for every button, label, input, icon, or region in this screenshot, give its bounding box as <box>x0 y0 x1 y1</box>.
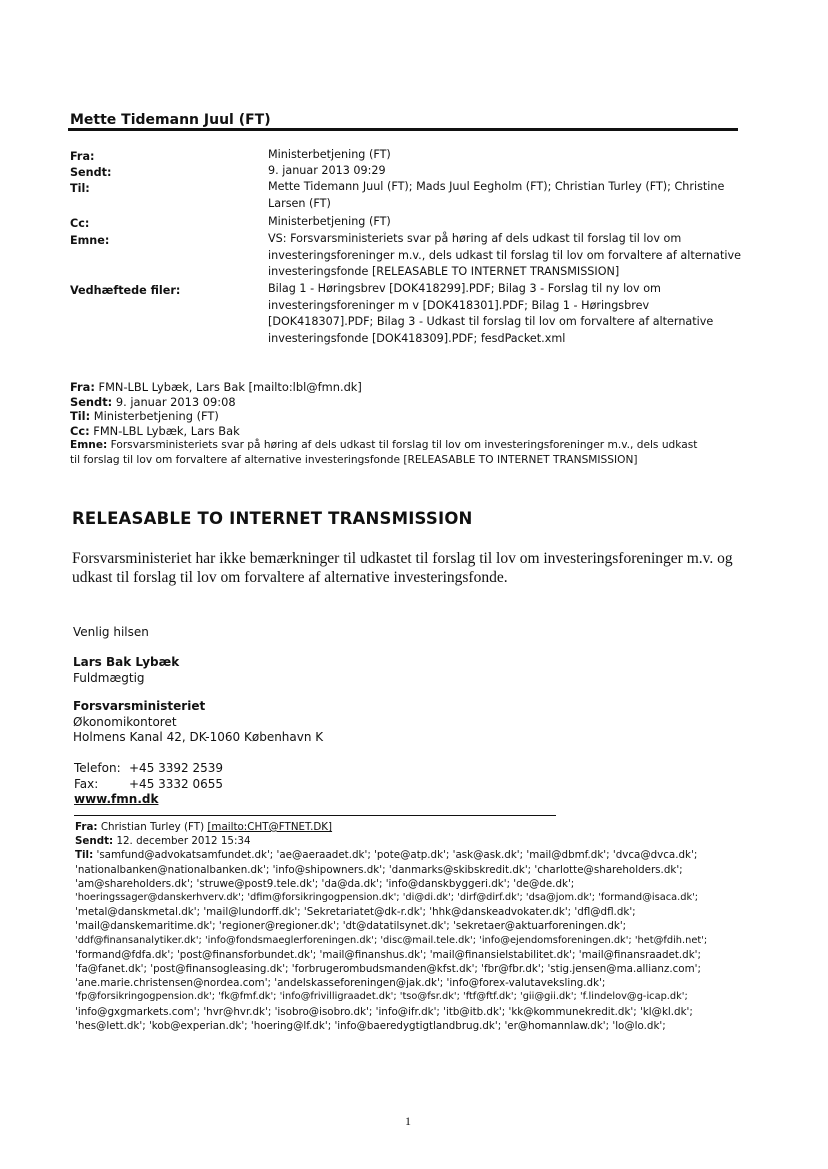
fwd-subject: Emne: Forsvarsministeriets svar på høring af dels udkast til forslag til lov om investeringsforeninger m.v., dels udkast <box>70 439 698 452</box>
inner-from: Fra: Christian Turley (FT) [mailto:CHT@FTNET.DK] <box>75 821 333 833</box>
inner-to-line: 'am@shareholders.dk'; 'struwe@post9.tele.dk'; 'da@da.dk'; 'info@danskbyggeri.dk'; 'de@de.dk'; <box>75 877 575 890</box>
fax-row: Fax: +45 3332 0655 <box>74 776 224 791</box>
inner-to-line: 'info@gxgmarkets.com'; 'hvr@hvr.dk'; 'isobro@isobro.dk'; 'info@ifr.dk'; 'itb@itb.dk'; 'kk@kommunekredit.dk'; 'kl@kl.dk'; <box>75 1005 693 1018</box>
inner-to-line: 'ddf@finansanalytiker.dk'; 'info@fondsmaeglerforeningen.dk'; 'disc@mail.tele.dk'; 'info@ejendomsforeningen.dk'; 'het@fdih.net'; <box>75 934 708 946</box>
fwd-cc: Cc: FMN-LBL Lybæk, Lars Bak <box>70 423 240 438</box>
signature-name: Lars Bak Lybæk <box>73 655 180 669</box>
signature-dept: Økonomikontoret <box>73 714 177 729</box>
contact-block <box>74 761 223 808</box>
body-line: udkast til forslag til lov om forvaltere af alternative investeringsfonde. <box>72 569 508 586</box>
signature-org: Forsvarsministeriet <box>73 699 206 713</box>
subject-line: investeringsfonde [RELEASABLE TO INTERNET TRANSMISSION] <box>268 265 620 278</box>
page-number: 1 <box>405 1114 411 1128</box>
from-label: Fra: <box>70 150 95 163</box>
inner-to-line: 'ane.marie.christensen@nordea.com'; 'andelskasseforeningen@jak.dk'; 'info@forex-valutaveksling.dk'; <box>75 977 606 990</box>
to-value <box>268 179 738 212</box>
inner-email <box>75 820 755 1033</box>
inner-to-line: 'hes@lett.dk'; 'kob@experian.dk'; 'hoering@lf.dk'; 'info@baeredygtigtlandbrug.dk'; 'er@homannlaw.dk'; 'lo@lo.dk'; <box>75 1019 666 1032</box>
inner-to-line: 'mail@danskemaritime.dk'; 'regioner@regioner.dk'; 'dt@datatilsynet.dk'; 'sekretaer@aktuarforeningen.dk'; <box>75 920 627 933</box>
inner-to-line: 'hoeringssager@danskerhverv.dk'; 'dfim@forsikringogpension.dk'; 'di@di.dk'; 'dirf@dirf.dk'; 'dsa@jom.dk'; 'formand@isaca.dk'; <box>75 892 699 904</box>
subject-label: Emne: <box>70 234 110 247</box>
separator-rule <box>74 815 556 816</box>
inner-to-line: Til: 'samfund@advokatsamfundet.dk'; 'ae@aeraadet.dk'; 'pote@atp.dk'; 'ask@ask.dk'; 'mail@dbmf.dk'; 'dvca@dvca.dk'; <box>75 849 698 862</box>
inner-sent: Sendt: 12. december 2012 15:34 <box>75 835 251 848</box>
body-paragraph <box>72 549 752 587</box>
subject-value <box>268 231 741 281</box>
inner-to-line: 'fp@forsikringogpension.dk'; 'fk@fmf.dk'; 'info@frivilligraadet.dk'; 'tso@fsr.dk'; 'ftf@ftf.dk'; 'gii@gii.dk'; 'f.lindelov@g-icap.dk'; <box>75 991 688 1003</box>
body-line: Forsvarsministeriet har ikke bemærkninger til udkastet til forslag til lov om investeringsforeninger m.v. og <box>72 550 733 567</box>
from-value: Ministerbetjening (FT) <box>268 148 391 161</box>
web-row <box>74 792 223 808</box>
forwarded-header <box>70 380 750 468</box>
fwd-to: Til: Ministerbetjening (FT) <box>70 409 219 424</box>
attachment-line: investeringsforeninger m v [DOK418301].PDF; Bilag 1 - Høringsbrev <box>268 298 650 312</box>
attachment-line: investeringsfonde [DOK418309].PDF; fesdPacket.xml <box>268 331 566 345</box>
attachments-value <box>268 281 738 347</box>
to-label: Til: <box>70 182 90 195</box>
release-heading: RELEASABLE TO INTERNET TRANSMISSION <box>72 509 473 528</box>
attachments-label: Vedhæftede filer: <box>70 284 181 297</box>
inner-to-line: 'nationalbanken@nationalbanken.dk'; 'info@shipowners.dk'; 'danmarks@skibskredit.dk'; 'charlotte@shareholders.dk'; <box>75 863 683 876</box>
attachment-line: [DOK418307].PDF; Bilag 3 - Udkast til forslag til lov om forvaltere af alternative <box>268 315 714 328</box>
phone-row: Telefon: +45 3392 2539 <box>74 761 224 775</box>
attachment-line: Bilag 1 - Høringsbrev [DOK418299].PDF; Bilag 3 - Forslag til ny lov om <box>268 282 661 295</box>
inner-mailto-link[interactable]: [mailto:CHT@FTNET.DK] <box>207 821 333 833</box>
sent-label: Sendt: <box>70 166 112 179</box>
signature-title: Fuldmægtig <box>73 670 145 685</box>
signature-address: Holmens Kanal 42, DK-1060 København K <box>73 730 324 744</box>
to-line-2: Larsen (FT) <box>268 196 331 210</box>
website-link[interactable]: www.fmn.dk <box>74 792 159 806</box>
sender-title: Mette Tidemann Juul (FT) <box>70 112 271 128</box>
fwd-from: Fra: FMN-LBL Lybæk, Lars Bak [mailto:lbl@fmn.dk] <box>70 380 362 394</box>
greeting: Venlig hilsen <box>73 625 149 639</box>
cc-value: Ministerbetjening (FT) <box>268 215 391 228</box>
signature-org-block <box>73 699 323 746</box>
subject-line: VS: Forsvarsministeriets svar på høring af dels udkast til forslag til lov om <box>268 232 682 245</box>
inner-to-line: 'formand@fdfa.dk'; 'post@finansforbundet.dk'; 'mail@finanshus.dk'; 'mail@finansielstabilitet.dk'; 'mail@finansraadet.dk'; <box>75 948 701 961</box>
inner-to-line: 'metal@danskmetal.dk'; 'mail@lundorff.dk'; 'Sekretariatet@dk-r.dk'; 'hhk@danskeadvokater.dk'; 'dfl@dfl.dk'; <box>75 906 636 919</box>
header-rule <box>68 128 738 131</box>
subject-line: investeringsforeninger m.v., dels udkast til forslag til lov om forvaltere af alternative <box>268 248 741 262</box>
cc-label: Cc: <box>70 217 90 230</box>
signature-name-block <box>73 655 179 686</box>
fwd-sent: Sendt: 9. januar 2013 09:08 <box>70 394 236 409</box>
inner-to-line: 'fa@fanet.dk'; 'post@finansogleasing.dk'; 'forbrugerombudsmanden@kfst.dk'; 'fbr@fbr.dk'; 'stig.jensen@ma.allianz.com'; <box>75 963 701 976</box>
to-line-1: Mette Tidemann Juul (FT); Mads Juul Eegholm (FT); Christian Turley (FT); Christine <box>268 180 725 193</box>
fwd-subject-cont: til forslag til lov om forvaltere af alternative investeringsfonde [RELEASABLE TO INTERNET TRANSMISSION] <box>70 453 638 466</box>
sent-value: 9. januar 2013 09:29 <box>268 164 386 177</box>
